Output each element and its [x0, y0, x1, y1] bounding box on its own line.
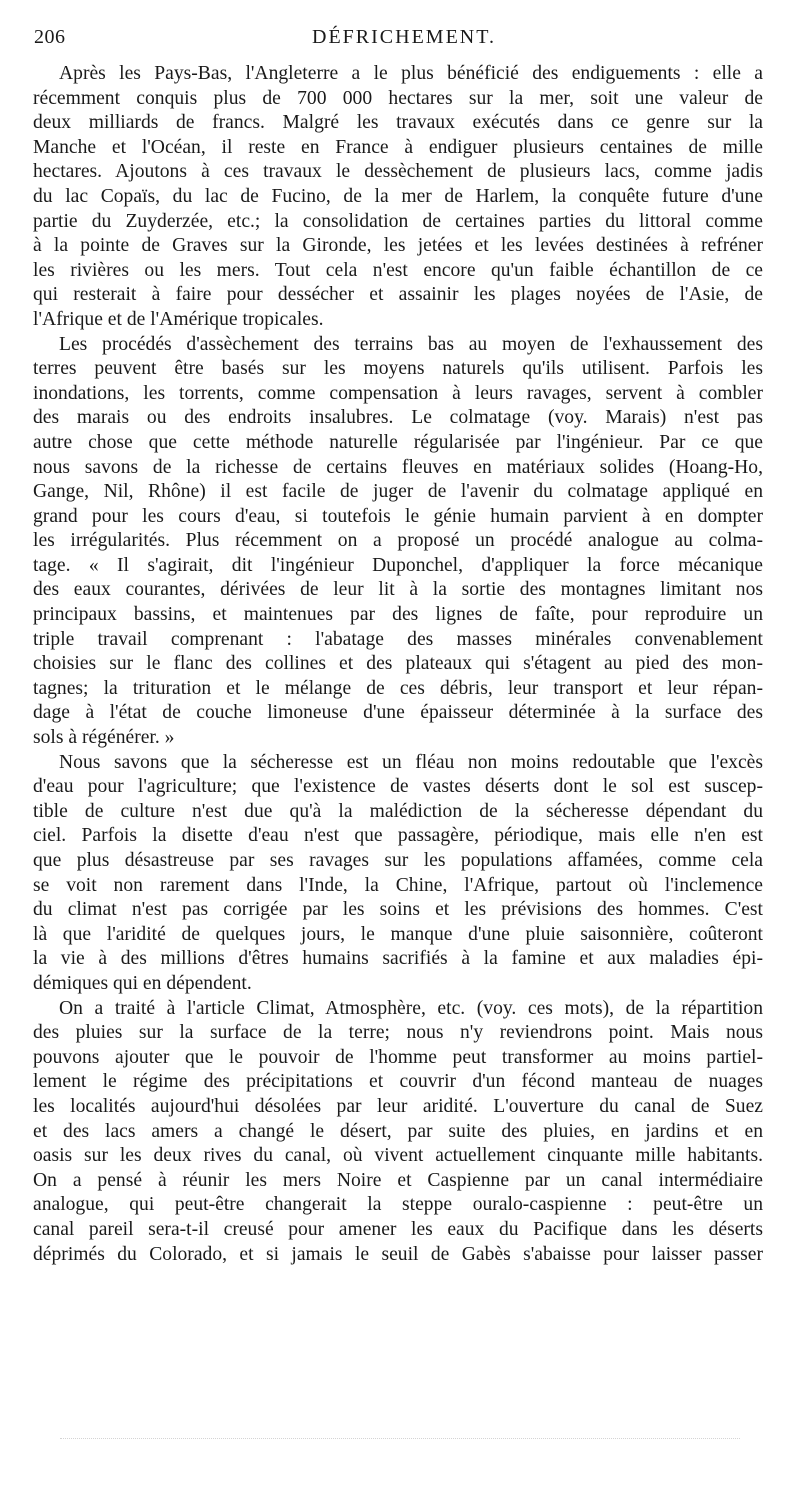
text-line: ciel. Parfois la disette d'eau n'est que passagère, périodique, mais elle n'en est	[33, 825, 763, 847]
text-line: les rivières ou les mers. Tout cela n'est encore qu'un faible échantillon de ce	[33, 259, 763, 281]
text-line: à la pointe de Graves sur la Gironde, les jetées et les levées destinées à refréner	[33, 235, 763, 257]
text-line: hectares. Ajoutons à ces travaux le dessèchement de plusieurs lacs, comme jadis	[33, 161, 763, 183]
text-line: Manche et l'Océan, il reste en France à endiguer plusieurs centaines de mille	[33, 136, 763, 158]
text-line: dage à l'état de couche limoneuse d'une épaisseur déterminée à la surface des	[33, 702, 763, 724]
text-line: terres peuvent être basés sur les moyens naturels qu'ils utilisent. Parfois les	[33, 358, 763, 380]
text-line: grand pour les cours d'eau, si toutefois le génie humain parvient à en dompter	[33, 505, 763, 527]
page-bottom-specks	[60, 1438, 740, 1443]
text-line: qui resterait à faire pour dessécher et assainir les plages noyées de l'Asie, de	[33, 284, 763, 306]
text-line: démiques qui en dépendent.	[33, 972, 252, 994]
text-line: Nous savons que la sécheresse est un fléau non moins redoutable que l'excès	[59, 751, 763, 773]
section-title: DÉFRICHEMENT.	[312, 26, 496, 48]
text-line: tible de culture n'est due qu'à la malédiction de la sécheresse dépendant du	[33, 800, 763, 822]
text-line: On a traité à l'article Climat, Atmosphère, etc. (voy. ces mots), de la répartition	[59, 997, 763, 1019]
text-line: principaux bassins, et maintenues par des lignes de faîte, pour reproduire un	[33, 604, 763, 626]
text-line: choisies sur le flanc des collines et des plateaux qui s'étagent au pied des mon-	[33, 653, 763, 675]
text-line: récemment conquis plus de 700 000 hectares sur la mer, soit une valeur de	[33, 87, 763, 109]
text-line: deux milliards de francs. Malgré les travaux exécutés dans ce genre sur la	[33, 112, 763, 134]
text-line: et des lacs amers a changé le désert, par suite des pluies, en jardins et en	[33, 1120, 763, 1142]
text-line: du lac Copaïs, du lac de Fucino, de la mer de Harlem, la conquête future d'une	[33, 185, 763, 207]
text-line: là que l'aridité de quelques jours, le manque d'une pluie saisonnière, coûteront	[33, 923, 763, 945]
text-line: la vie à des millions d'êtres humains sacrifiés à la famine et aux maladies épi-	[33, 948, 763, 970]
text-line: partie du Zuyderzée, etc.; la consolidation de certaines parties du littoral comme	[33, 210, 763, 232]
text-line: canal pareil sera-t-il creusé pour amener les eaux du Pacifique dans les déserts	[33, 1218, 763, 1240]
text-line: inondations, les torrents, comme compensation à leurs ravages, servent à combler	[33, 382, 763, 404]
text-line: les localités aujourd'hui désolées par leur aridité. L'ouverture du canal de Suez	[33, 1095, 763, 1117]
text-line: Les procédés d'assèchement des terrains bas au moyen de l'exhaussement des	[59, 333, 763, 355]
text-line: tagnes; la trituration et le mélange de ces débris, leur transport et leur répan-	[33, 677, 763, 699]
text-line: des pluies sur la surface de la terre; nous n'y reviendrons point. Mais nous	[33, 1022, 763, 1044]
text-line: du climat n'est pas corrigée par les soins et les prévisions des hommes. C'est	[33, 899, 763, 921]
page-number: 206	[34, 26, 66, 48]
text-line: Après les Pays-Bas, l'Angleterre a le plus bénéficié des endiguements : elle a	[59, 63, 763, 84]
text-line: déprimés du Colorado, et si jamais le seuil de Gabès s'abaisse pour laisser passer	[33, 1243, 763, 1265]
text-line: Gange, Nil, Rhône) il est facile de juger de l'avenir du colmatage appliqué en	[33, 481, 763, 503]
text-line: l'Afrique et de l'Amérique tropicales.	[33, 308, 324, 330]
running-head	[34, 26, 764, 54]
text-line: nous savons de la richesse de certains fleuves en matériaux solides (Hoang-Ho,	[33, 456, 763, 478]
text-line: se voit non rarement dans l'Inde, la Chine, l'Afrique, partout où l'inclemence	[33, 874, 763, 896]
text-line: que plus désastreuse par ses ravages sur les populations affamées, comme cela	[33, 850, 763, 871]
text-line: des eaux courantes, dérivées de leur lit à la sortie des montagnes limitant nos	[33, 579, 763, 601]
text-line: sols à régénérer. »	[33, 727, 175, 749]
text-line: d'eau pour l'agriculture; que l'existence de vastes déserts dont le sol est suscep-	[33, 776, 763, 798]
text-line: les irrégularités. Plus récemment on a proposé un procédé analogue au colma-	[33, 530, 763, 552]
text-line: triple travail comprenant : l'abatage des masses minérales convenablement	[33, 628, 763, 650]
text-line: lement le régime des précipitations et couvrir d'un fécond manteau de nuages	[33, 1071, 763, 1093]
text-line: analogue, qui peut-être changerait la steppe ouralo-caspienne : peut-être un	[33, 1194, 763, 1216]
text-line: autre chose que cette méthode naturelle régularisée par l'ingénieur. Par ce que	[33, 431, 763, 453]
body-text	[33, 62, 763, 1267]
text-line: On a pensé à réunir les mers Noire et Caspienne par un canal intermédiaire	[33, 1169, 763, 1191]
text-line: oasis sur les deux rives du canal, où vivent actuellement cinquante mille habitants.	[33, 1145, 763, 1167]
text-line: tage. « Il s'agirait, dit l'ingénieur Duponchel, d'appliquer la force mécanique	[33, 554, 763, 576]
text-line: pouvons ajouter que le pouvoir de l'homme peut transformer au moins partiel-	[33, 1046, 763, 1068]
text-line: des marais ou des endroits insalubres. Le colmatage (voy. Marais) n'est pas	[33, 407, 763, 429]
